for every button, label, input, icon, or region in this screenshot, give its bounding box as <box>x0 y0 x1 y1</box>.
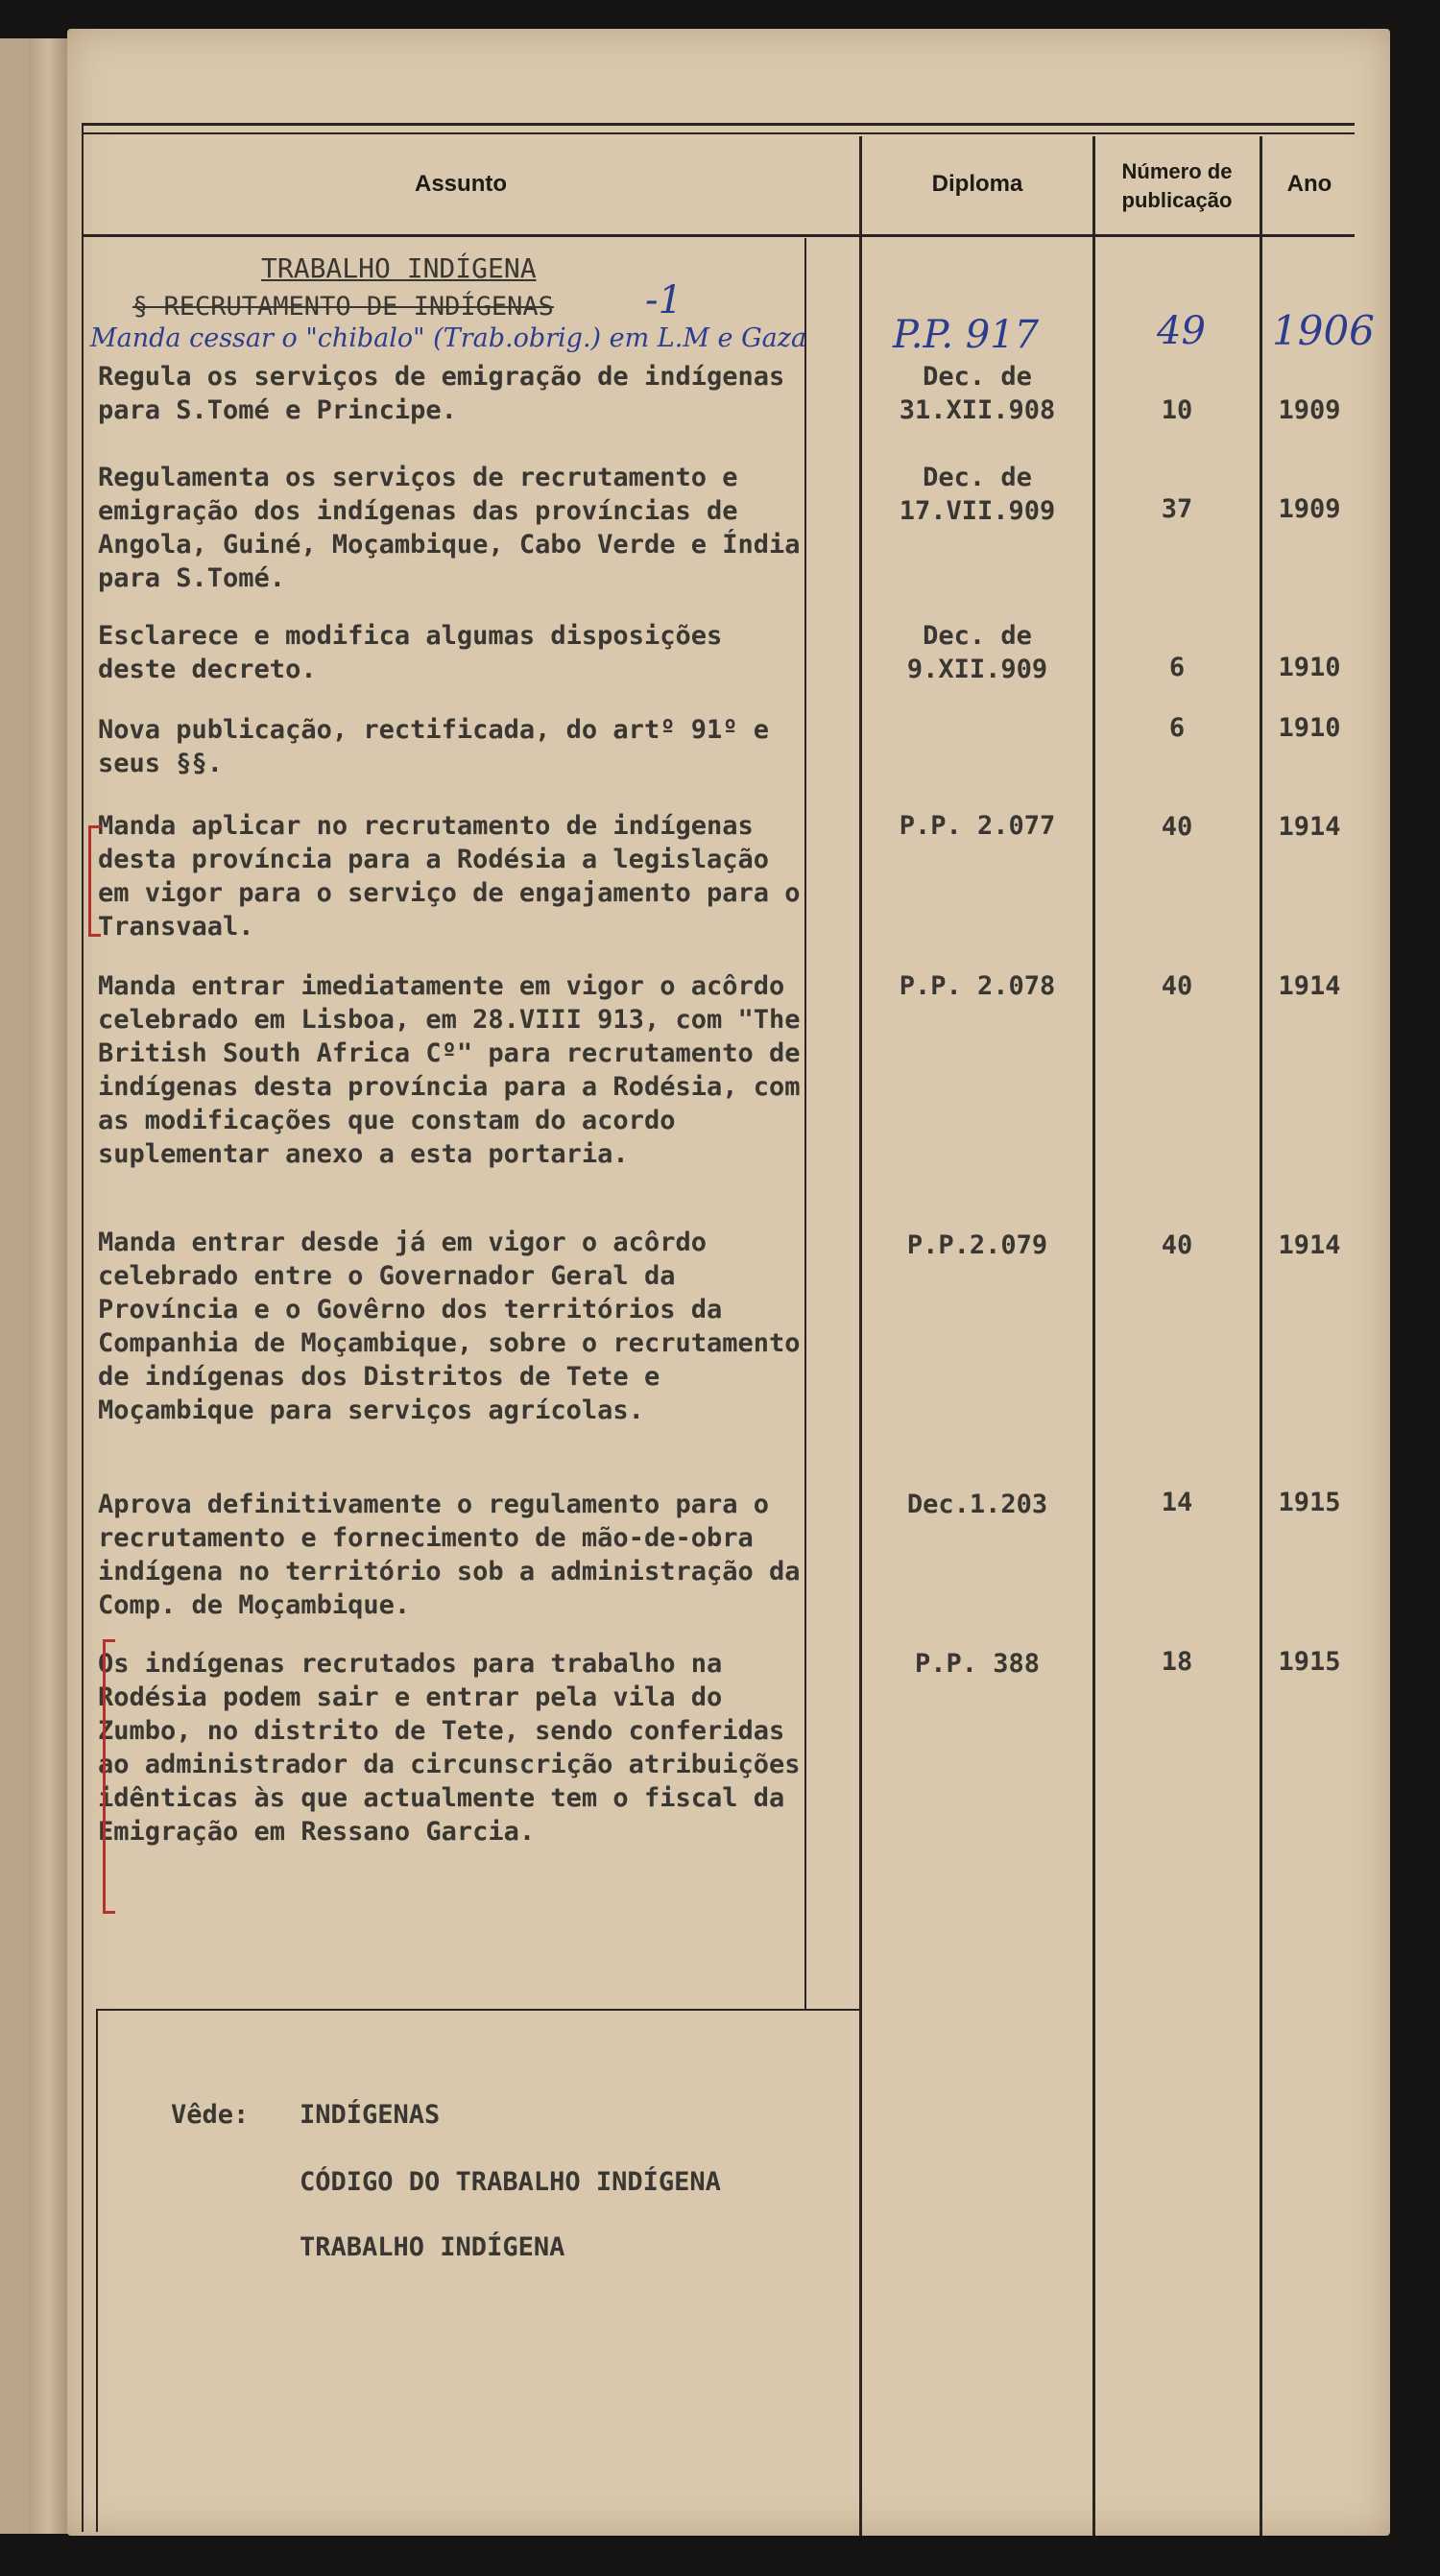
entry-year: 1910 <box>1278 653 1341 682</box>
subsection-title: § RECRUTAMENTO DE INDÍGENAS <box>132 292 554 322</box>
entry-text: Regula os serviços de emigração de indígenas para S.Tomé e Principe. <box>98 362 785 425</box>
entry-text: Nova publicação, rectificada, do artº 91º e seus §§. <box>98 715 769 778</box>
header-bottom-rule <box>82 234 1355 237</box>
see-also-item: TRABALHO INDÍGENA <box>300 2232 565 2262</box>
entry-number: 37 <box>1161 494 1193 524</box>
handwritten-entry-text: Manda cessar o "chibalo" (Trab.obrig.) em L.M e Gaza <box>90 323 807 353</box>
entry-text: Aprova definitivamente o regulamento para o recrutamento e fornecimento de mão-de-obra indígena no território sob a administração da Comp. de Moçambique. <box>98 1490 801 1620</box>
entry-text: Manda entrar desde já em vigor o acôrdo celebrado entre o Governador Geral da Província e o Govêrno dos territórios da Companhia de Moçambique, sobre o recrutamento de indígenas dos Distritos de Tete e Moçambique para serviços agrícolas. <box>98 1228 801 1425</box>
handwritten-diploma: P.P. 917 <box>893 313 1040 357</box>
entry-year: 1909 <box>1278 494 1341 524</box>
entry-number: 6 <box>1168 713 1186 743</box>
see-also-label: Vêde: <box>171 2100 250 2130</box>
red-bracket-mark <box>103 1639 115 1914</box>
entry-diploma: Dec. de 31.XII.908 <box>899 362 1056 425</box>
red-bracket-mark <box>88 825 101 937</box>
entry-number: 14 <box>1161 1488 1193 1517</box>
entry-diploma: P.P. 2.077 <box>899 811 1056 841</box>
see-also-rule <box>96 2009 859 2011</box>
diploma-left-rule <box>859 136 862 2536</box>
header-subject: Assunto <box>415 171 507 197</box>
entry-text: Manda aplicar no recrutamento de indígenas desta província para a Rodésia a legislação em vigor para o serviço de engajamento para o Transvaal. <box>98 811 801 942</box>
entry-text: Manda entrar imediatamente em vigor o acôrdo celebrado em Lisboa, em 28.VIII 913, com "The British South Africa Cº" para recrutamento de indígenas desta província para a Rodésia, com as modificações que constam do acordo suplementar anexo a esta portaria. <box>98 971 801 1169</box>
entry-number: 6 <box>1168 653 1186 682</box>
see-also-item: CÓDIGO DO TRABALHO INDÍGENA <box>300 2167 721 2197</box>
see-also-item: INDÍGENAS <box>300 2100 441 2130</box>
entry-number: 40 <box>1161 812 1193 842</box>
entry-year: 1914 <box>1278 971 1341 1001</box>
section-title: TRABALHO INDÍGENA <box>261 252 537 284</box>
header-publication-number: Número de publicação <box>1121 159 1233 212</box>
entry-year: 1909 <box>1278 395 1341 425</box>
left-rule <box>82 123 84 2532</box>
entry-diploma: Dec. de 9.XII.909 <box>906 621 1048 684</box>
entry-text: Os indígenas recrutados para trabalho na Rodésia podem sair e entrar pela vila do Zumbo, no distrito de Tete, sendo conferidas ao administrador da circunscrição atribuições idênticas às que actualmente tem o fiscal da Emigração em Ressano Garcia. <box>98 1649 801 1847</box>
entry-number: 40 <box>1161 971 1193 1001</box>
entry-diploma: Dec.1.203 <box>906 1490 1048 1519</box>
entry-text: Esclarece e modifica algumas disposições deste decreto. <box>98 621 723 684</box>
header-year: Ano <box>1286 171 1332 197</box>
entry-year: 1910 <box>1278 713 1341 743</box>
top-rule-inner <box>82 132 1355 134</box>
entry-year: 1915 <box>1278 1647 1341 1677</box>
entry-diploma: P.P.2.079 <box>906 1230 1048 1260</box>
entry-number: 40 <box>1161 1230 1193 1260</box>
entry-year: 1914 <box>1278 1230 1341 1260</box>
subsection-number-handwritten: -1 <box>645 278 683 322</box>
entry-number: 10 <box>1161 395 1193 425</box>
entry-year: 1915 <box>1278 1488 1341 1517</box>
entry-diploma: P.P. 2.078 <box>899 971 1056 1001</box>
year-left-rule <box>1260 136 1262 2536</box>
entry-year: 1914 <box>1278 812 1341 842</box>
top-rule <box>82 123 1355 126</box>
header-diploma: Diploma <box>931 171 1023 197</box>
handwritten-year: 1906 <box>1272 307 1375 354</box>
entry-number: 18 <box>1161 1647 1193 1677</box>
number-left-rule <box>1092 136 1095 2536</box>
handwritten-number: 49 <box>1157 309 1206 353</box>
entry-text: Regulamenta os serviços de recrutamento e emigração dos indígenas das províncias de Angola, Guiné, Moçambique, Cabo Verde e Índia para S.Tomé. <box>98 463 801 593</box>
entry-diploma: P.P. 388 <box>914 1649 1041 1679</box>
see-also-left-rule <box>96 2009 98 2532</box>
entry-diploma: Dec. de 17.VII.909 <box>899 463 1056 526</box>
